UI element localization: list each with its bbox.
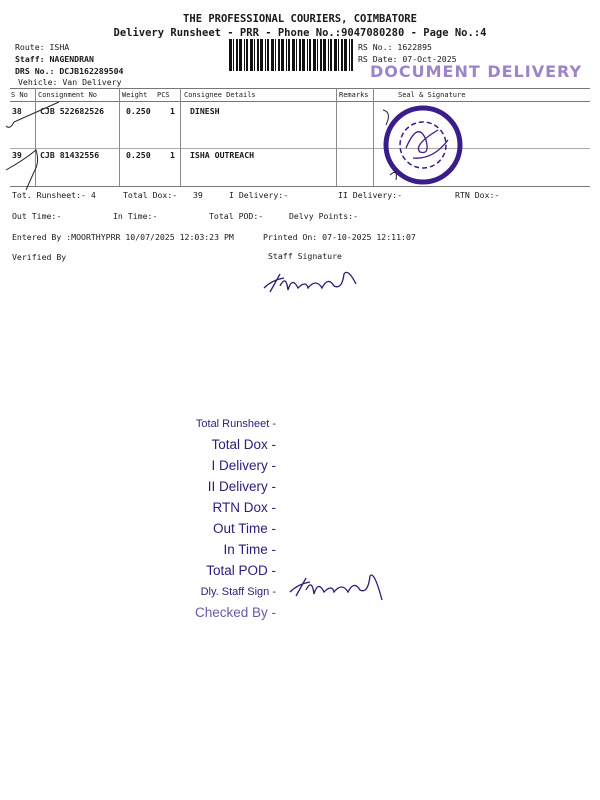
col-seal: Seal & Signature bbox=[398, 91, 466, 99]
barcode-bar bbox=[265, 39, 266, 71]
out-time: Out Time:- bbox=[12, 211, 62, 221]
barcode-bar bbox=[292, 39, 295, 71]
stamp-ii-delivery: II Delivery - bbox=[207, 479, 276, 494]
barcode-bar bbox=[244, 39, 245, 71]
barcode-bar bbox=[236, 39, 238, 71]
barcode-bar bbox=[330, 39, 332, 71]
seal-stamp bbox=[378, 100, 478, 190]
barcode-bar bbox=[351, 39, 353, 71]
total-dox-value: 39 bbox=[193, 190, 203, 200]
row-consignee: ISHA OUTREACH bbox=[190, 150, 255, 160]
row-pcs: 1 bbox=[170, 106, 175, 116]
staff-signature bbox=[262, 266, 362, 298]
stamp-i-delivery: I Delivery - bbox=[211, 458, 276, 473]
col-consignee: Consignee Details bbox=[184, 91, 256, 99]
stamp-rtn-dox: RTN Dox - bbox=[212, 500, 276, 515]
stamp-in-time: In Time - bbox=[223, 542, 276, 557]
col-consignment: Consignment No bbox=[38, 91, 98, 99]
route: Route: ISHA bbox=[15, 42, 70, 52]
staff-signature-label: Staff Signature bbox=[268, 251, 342, 261]
barcode-bar bbox=[307, 39, 308, 71]
barcode-bar bbox=[349, 39, 350, 71]
barcode-bar bbox=[344, 39, 347, 71]
col-weight: Weight bbox=[122, 91, 148, 99]
stamp-checked-by: Checked By - bbox=[194, 605, 276, 620]
barcode-bar bbox=[299, 39, 301, 71]
barcode-bar bbox=[229, 39, 232, 71]
stamp-out-time: Out Time - bbox=[212, 521, 276, 536]
barcode-bar bbox=[313, 39, 316, 71]
barcode-bar bbox=[246, 39, 248, 71]
delivery-points: Delvy Points:- bbox=[289, 211, 359, 221]
barcode-bar bbox=[254, 39, 255, 71]
stamp-total-pod: Total POD - bbox=[206, 563, 276, 578]
barcode-bar bbox=[275, 39, 276, 71]
barcode-bar bbox=[341, 39, 343, 71]
stamp-staff-sign: Dly. Staff Sign - bbox=[200, 586, 276, 598]
in-time: In Time:- bbox=[113, 211, 158, 221]
barcode-bar bbox=[320, 39, 322, 71]
drs-no: DRS No.: DCJB162289504 bbox=[15, 66, 124, 76]
verified-by: Verified By bbox=[12, 252, 67, 262]
barcode-bar bbox=[286, 39, 287, 71]
barcode-bar bbox=[239, 39, 242, 71]
rs-date: RS Date: 07-Oct-2025 bbox=[358, 54, 457, 64]
barcode-bar bbox=[309, 39, 311, 71]
col-sno: S No bbox=[11, 91, 28, 99]
barcode-bar bbox=[328, 39, 329, 71]
barcode-bar bbox=[233, 39, 234, 71]
barcode-bar bbox=[250, 39, 253, 71]
barcode-bar bbox=[317, 39, 318, 71]
company-title: THE PROFESSIONAL COURIERS, COIMBATORE bbox=[183, 13, 417, 25]
stamp-total-runsheet: Total Runsheet - bbox=[195, 418, 276, 430]
barcode-bar bbox=[281, 39, 284, 71]
stamp-total-dox: Total Dox - bbox=[211, 437, 276, 452]
barcode-bar bbox=[296, 39, 297, 71]
barcode-bar bbox=[288, 39, 290, 71]
row-sno: 39 bbox=[12, 150, 22, 160]
barcode-bar bbox=[302, 39, 305, 71]
row-weight: 0.250 bbox=[126, 106, 151, 116]
entered-by: Entered By :MOORTHYPRR 10/07/2025 12:03:23 PM bbox=[12, 232, 234, 242]
row-consignment: CJB 81432556 bbox=[40, 150, 100, 160]
barcode-bar bbox=[260, 39, 263, 71]
barcode-bar bbox=[267, 39, 269, 71]
staff: Staff: NAGENDRAN bbox=[15, 54, 94, 64]
col-remarks: Remarks bbox=[339, 91, 369, 99]
row-sno: 38 bbox=[12, 106, 22, 116]
total-pod: Total POD:- bbox=[209, 211, 264, 221]
dly-staff-signature bbox=[288, 570, 388, 608]
tick-marks bbox=[4, 100, 74, 190]
i-delivery: I Delivery:- bbox=[229, 190, 289, 200]
barcode bbox=[229, 39, 355, 71]
row-consignee: DINESH bbox=[190, 106, 220, 116]
total-runsheet: Tot. Runsheet:- 4 bbox=[12, 190, 96, 200]
printed-on: Printed On: 07-10-2025 12:11:07 bbox=[263, 232, 416, 242]
ii-delivery: II Delivery:- bbox=[338, 190, 403, 200]
row-pcs: 1 bbox=[170, 150, 175, 160]
row-consignment: CJB 522682526 bbox=[40, 106, 105, 116]
total-dox: Total Dox:- bbox=[123, 190, 178, 200]
barcode-bar bbox=[278, 39, 280, 71]
barcode-bar bbox=[338, 39, 339, 71]
row-weight: 0.250 bbox=[126, 150, 151, 160]
document-delivery-stamp: DOCUMENT DELIVERY bbox=[370, 62, 583, 81]
runsheet-subtitle: Delivery Runsheet - PRR - Phone No.:9047080280 - Page No.:4 bbox=[113, 27, 487, 39]
rs-no: RS No.: 1622895 bbox=[358, 42, 432, 52]
barcode-bar bbox=[271, 39, 274, 71]
col-pcs: PCS bbox=[157, 91, 170, 99]
vehicle: Vehicle: Van Delivery bbox=[18, 77, 122, 87]
barcode-bar bbox=[323, 39, 326, 71]
barcode-bar bbox=[334, 39, 337, 71]
barcode-bar bbox=[257, 39, 259, 71]
rtn-dox: RTN Dox:- bbox=[455, 190, 500, 200]
